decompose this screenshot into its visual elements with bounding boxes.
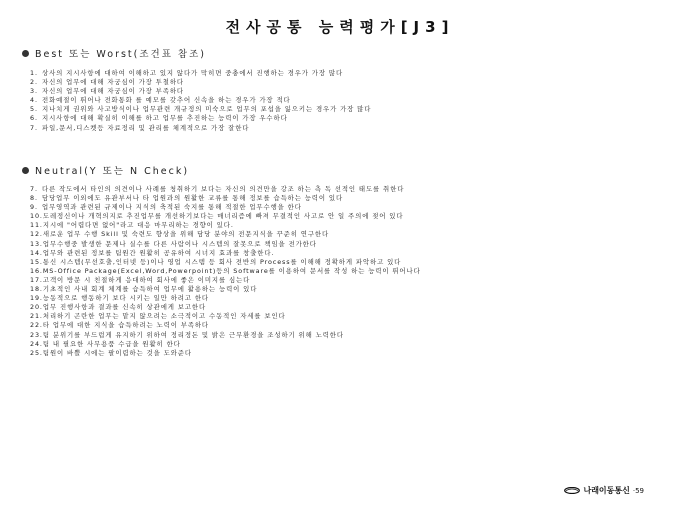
item-number: 18.: [30, 285, 43, 294]
item-text: 팀원이 바쁠 시에는 팔이렴하는 것을 도와준다: [42, 348, 192, 357]
item-number: 3.: [30, 87, 38, 96]
section-heading-label: Neutral(Y 또는 N Check): [35, 166, 190, 177]
list-item: [30, 303, 665, 312]
item-number: 13.: [30, 239, 43, 248]
item-text: 다른 작도에서 타인의 의견이나 사례를 청취하기 보다는 자신의 의견만을 강조 하는 측 독 선적인 태도를 취한다: [42, 185, 405, 193]
list-item: [30, 258, 665, 267]
list-item: [30, 87, 665, 96]
item-number: 24.: [30, 339, 43, 348]
list-item: [30, 203, 665, 212]
company-name: 나래이동통신: [583, 486, 630, 495]
item-text: 지나치게 권위와 사고방식이나 업무관련 개규정의 미숙으로 업무의 포섭을 잃으키는 경우가 가장 많다: [42, 105, 372, 114]
list-item: [30, 294, 665, 303]
bullet-icon: [22, 167, 29, 174]
item-number: 6.: [30, 114, 38, 123]
item-text: 전화예절이 뛰어나 전화통화 를 예모를 갖추어 신속을 하는 경우가 가장 적다: [42, 96, 291, 105]
item-text: 담당업무 이외에도 유관부서나 타 업원과의 원활한 교류를 통해 정보를 습득하는 능력이 있다: [42, 194, 344, 203]
list-item: [30, 276, 665, 285]
item-number: 8.: [30, 194, 38, 203]
best-worst-list: [30, 69, 665, 133]
company-logo-icon: [564, 487, 580, 494]
item-text: 자신의 업무에 대해 자궁심이 가장 투철하다: [42, 78, 184, 87]
item-text: 지시에 "어렵다면 없어"라고 대응 마무리하는 경향이 있다.: [42, 221, 234, 230]
item-number: 7.: [30, 123, 38, 132]
list-item: [30, 185, 665, 194]
item-text: 팀 내 필요한 사무용품 수급을 원활히 한다: [42, 339, 181, 348]
item-number: 25.: [30, 348, 43, 357]
item-number: 10.: [30, 212, 43, 221]
item-text: 상사의 지시사항에 대하여 이해하고 있지 않다가 막히면 중충에서 진행하는 경우가 가장 많다: [42, 69, 344, 77]
item-text: 새로운 업무 수행 Skill 및 숙련도 향상을 위해 담당 분야의 전문지식을 꾸준히 연구한다: [42, 230, 330, 239]
item-number: 21.: [30, 312, 43, 321]
item-text: 팀 분위기를 부드럽게 유지하기 위하여 정리정돈 및 밝은 근무환경을 조성하기 위해 노력한다: [42, 330, 344, 339]
item-text: 능동적으로 행동하기 보다 시키는 일만 하려고 한다: [42, 294, 210, 303]
item-text: 업무 진행사항과 결과를 신속히 상관에게 보고한다: [42, 303, 207, 312]
list-item: [30, 212, 665, 221]
list-item: [30, 285, 665, 294]
item-number: 2.: [30, 78, 38, 87]
item-number: 9.: [30, 203, 38, 212]
item-text: 도레정신이나 개혁의지로 추진업무를 개선하기보다는 매너리즘에 빠져 무결적인 사고로 안 일 주의에 젖어 있다: [42, 212, 404, 221]
list-item: [30, 194, 665, 203]
item-number: 4.: [30, 96, 38, 105]
list-item: [30, 114, 665, 123]
neutral-list: [30, 185, 665, 358]
item-text: 통신 시스템(무선호출,인터넷 등)이나 영업 시스템 등 회사 전반의 Process를 이해해 정확하게 파악하고 있다: [42, 257, 402, 266]
item-text: 업무영역과 관련된 규제이나 지식의 축적된 숙지를 통해 적절한 업무수행을 한다: [42, 203, 302, 212]
list-item: [30, 331, 665, 340]
list-item: [30, 69, 665, 78]
item-text: 타 업무에 대한 지식을 습득하려는 노력이 부족하다: [42, 321, 210, 330]
footer-logo: [564, 485, 644, 496]
list-item: [30, 96, 665, 105]
list-item: [30, 240, 665, 249]
item-text: 자신의 업무에 대해 자궁심이 가장 부족하다: [42, 87, 184, 96]
page-title: 전사공통 능력평가[J3]: [225, 18, 455, 36]
item-number: 19.: [30, 294, 43, 303]
list-item: [30, 321, 665, 330]
bullet-icon: [22, 50, 29, 57]
item-text: 고객이 방문 시 친절하게 응대하여 회사에 좋은 이미지를 심는다: [42, 275, 251, 284]
item-number: 14.: [30, 248, 43, 257]
item-text: 파일,문서,디스켓등 자료정리 및 관리를 체계적으로 가장 잘한다: [42, 123, 250, 132]
item-number: 15.: [30, 257, 43, 266]
item-number: 17.: [30, 275, 43, 284]
list-item: [30, 349, 665, 358]
item-text: 업무수행중 발생한 문제나 실수를 다른 사람이나 시스템의 잘못으로 책임을 전가한다: [42, 239, 317, 248]
item-text: 처리하기 곤란한 업무는 맡지 않으려는 소극적이고 수동적인 자세를 보인다: [42, 312, 286, 321]
page-number-value: 59: [635, 486, 644, 495]
item-number: 11.: [30, 221, 43, 230]
item-number: 7.: [30, 185, 38, 193]
list-item: [30, 249, 665, 258]
section-heading-best-worst: [22, 46, 206, 60]
item-number: 23.: [30, 330, 43, 339]
item-number: 16.: [30, 266, 43, 275]
list-item: [30, 230, 665, 239]
item-number: 12.: [30, 230, 43, 239]
list-item: [30, 267, 665, 276]
item-number: 22.: [30, 321, 43, 330]
item-number: 1.: [30, 69, 38, 77]
section-heading-neutral: [22, 163, 189, 177]
item-number: 5.: [30, 105, 38, 114]
item-number: 20.: [30, 303, 43, 312]
page-number: ·59: [632, 486, 644, 495]
list-item: [30, 124, 665, 133]
list-item: [30, 340, 665, 349]
item-text: 업무와 관련된 정보를 팀원간 원활히 공유하여 시너지 효과를 창출한다.: [42, 248, 275, 257]
item-text: 기초적인 사내 회계 체계를 습득하여 업무에 활용하는 능력이 있다: [42, 285, 258, 294]
item-text: 지시사항에 대해 확실히 이해를 하고 업무를 추진하는 능력이 가장 우수하다: [42, 114, 288, 123]
section-heading-label: Best 또는 Worst(조건표 참조): [35, 49, 206, 60]
list-item: [30, 78, 665, 87]
item-text: MS-Office Package(Excel,Word,Powerpoint)등의 Software를 이용하여 문서를 작성 하는 능력이 뛰어나다: [42, 266, 421, 275]
